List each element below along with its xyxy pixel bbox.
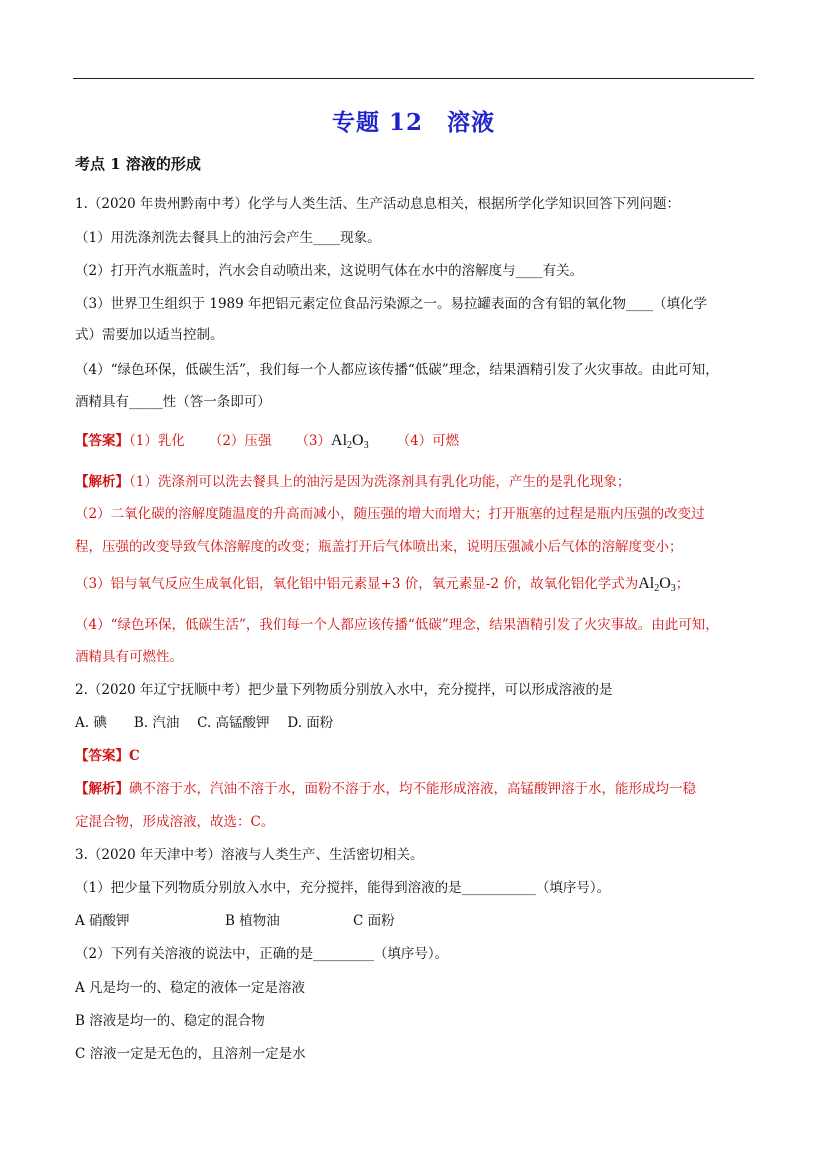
q3-stem: 3.（2020 年天津中考）溶液与人类生产、生活密切相关。 xyxy=(75,847,424,863)
q3-part2-a: A 凡是均一的、稳定的液体一定是溶液 xyxy=(75,980,306,996)
q3-part2-c: C 溶液一定是无色的，且溶剂一定是水 xyxy=(75,1046,306,1062)
q3-part1-options xyxy=(75,911,395,931)
q1-analysis-l1: 【解析】（1）洗涤剂可以洗去餐具上的油污是因为洗涤剂具有乳化功能，产生的是乳化现象； xyxy=(75,474,631,490)
answer-formula: $Al_2O_3$ xyxy=(331,432,369,451)
answer-tag: 【答案】 xyxy=(75,433,129,449)
q2-analysis-l1: 【解析】碘不溶于水，汽油不溶于水，面粉不溶于水，均不能形成溶液，高锰酸钾溶于水，能形成均一稳 xyxy=(75,781,696,797)
answer-1: （1）乳化 xyxy=(129,433,185,449)
q3-part2: （2）下列有关溶液的说法中，正确的是_________（填序号）。 xyxy=(75,946,449,962)
answer-2: （2）压强 xyxy=(208,433,272,449)
q2-analysis-l2: 定混合物，形成溶液，故选：C。 xyxy=(75,814,275,830)
q1-answer xyxy=(75,431,459,456)
q1-stem: 1.（2020 年贵州黔南中考）化学与人类生活、生产活动息息相关，根据所学化学知识回答下列问题： xyxy=(75,196,681,212)
header-rule xyxy=(73,78,754,79)
section-heading: 考点 1 溶液的形成 xyxy=(75,155,201,173)
analysis-tag: 【解析】 xyxy=(75,474,129,490)
q1-analysis-l6: 酒精具有可燃性。 xyxy=(75,649,183,665)
analysis-formula: $Al_2O_3$ xyxy=(638,575,676,594)
q1-analysis-l3: 程，压强的改变导致气体溶解度的改变；瓶盖打开后气体喷出来，说明压强减小后气体的溶解度变小； xyxy=(75,539,683,555)
q3-option-a: A 硝酸钾 xyxy=(75,913,130,929)
answer-3: （3） xyxy=(295,433,332,449)
q2-options: A. 碘 B. 汽油 C. 高锰酸钾 D. 面粉 xyxy=(75,715,334,731)
q1-part3b: 式）需要加以适当控制。 xyxy=(75,327,224,343)
q1-part4a: （4）“绿色环保，低碳生活”，我们每一个人都应该传播“低碳”理念，结果酒精引发了火灾事故。由此可知， xyxy=(75,362,719,378)
q3-option-b: B 植物油 xyxy=(225,913,280,929)
page-title: 专题 12 溶液 xyxy=(331,109,495,136)
q2-stem: 2.（2020 年辽宁抚顺中考）把少量下列物质分别放入水中，充分搅拌，可以形成溶液的是 xyxy=(75,682,613,698)
q1-part4b: 酒精具有_____性（答一条即可） xyxy=(75,394,271,410)
q1-part2: （2）打开汽水瓶盖时，汽水会自动喷出来，这说明气体在水中的溶解度与____有关。 xyxy=(75,263,584,279)
q3-part2-b: B 溶液是均一的、稳定的混合物 xyxy=(75,1013,265,1029)
q3-part1: （1）把少量下列物质分别放入水中，充分搅拌，能得到溶液的是___________（填序号）。 xyxy=(75,880,611,896)
q3-option-c: C 面粉 xyxy=(353,913,395,929)
q1-analysis-l5: （4）“绿色环保，低碳生活”，我们每一个人都应该传播“低碳”理念，结果酒精引发了火灾事故。由此可知， xyxy=(75,617,719,633)
answer-4: （4）可燃 xyxy=(396,433,460,449)
q1-analysis-l2: （2）二氧化碳的溶解度随温度的升高而减小，随压强的增大而增大；打开瓶塞的过程是瓶内压强的改变过 xyxy=(75,506,705,522)
q2-answer: 【答案】C xyxy=(75,748,140,764)
q1-part3a: （3）世界卫生组织于 1989 年把铝元素定位食品污染源之一。易拉罐表面的含有铝的氧化物____（填化学 xyxy=(75,296,708,312)
q1-part1: （1）用洗涤剂洗去餐具上的油污会产生____现象。 xyxy=(75,230,381,246)
q1-analysis-l4: （3）铝与氧气反应生成氧化铝，氧化铝中铝元素显+3 价，氧元素显-2 价，故氧化铝化学式为$Al_2O_3$； xyxy=(75,575,690,594)
